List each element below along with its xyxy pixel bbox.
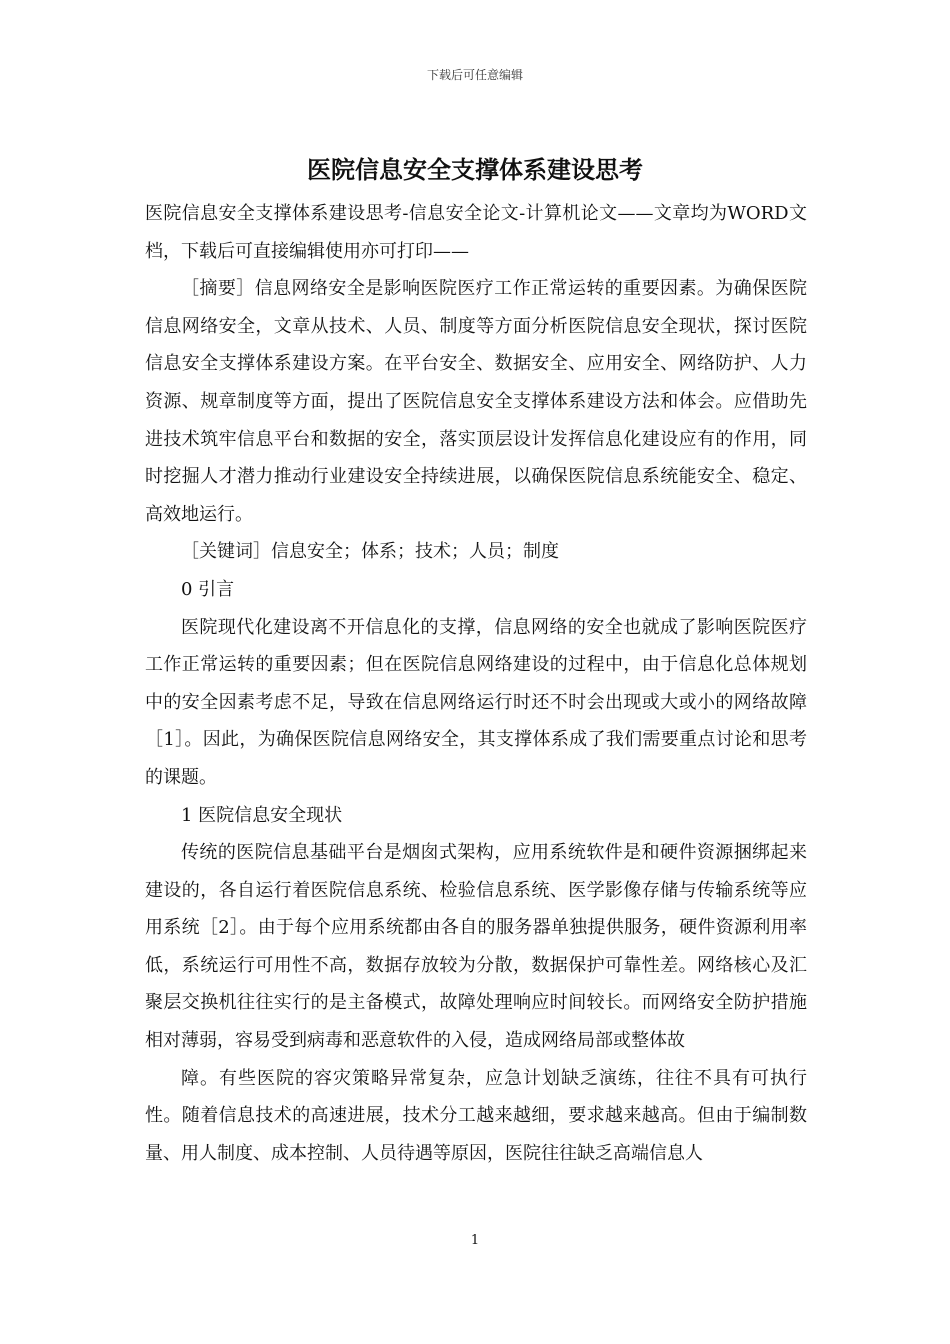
header-note: 下载后可任意编辑 (426, 68, 523, 82)
intro-paragraph: 医院信息安全支撑体系建设思考-信息安全论文-计算机论文——文章均为WORD文档，下载后可直接编辑使用亦可打印—— (145, 203, 807, 262)
status-paragraph-1: 传统的医院信息基础平台是烟囱式架构，应用系统软件是和硬件资源捆绑起来建设的，各自运行着医院信息系统、检验信息系统、医学影像存储与传输系统等应用系统［2］。由于每个应用系统都由各自的服务器单独提供服务，硬件资源利用率低，系统运行可用性不高，数据存放较为分散，数据保护可靠性差。网络核心及汇聚层交换机往往实行的是主备模式，故障处理响应时间较长。而网络安全防护措施相对薄弱，容易受到病毒和恶意软件的入侵，造成网络局部或整体故 (145, 842, 807, 1052)
document-title: 医院信息安全支撑体系建设思考 (307, 155, 643, 184)
section-heading-introduction: 0 引言 (181, 578, 235, 600)
document-body (145, 195, 807, 1172)
introduction-paragraph: 医院现代化建设离不开信息化的支撑，信息网络的安全也就成了影响医院医疗工作正常运转的重要因素；但在医院信息网络建设的过程中，由于信息化总体规划中的安全因素考虑不足，导致在信息网络运行时还不时会出现或大或小的网络故障［1］。因此，为确保医院信息网络安全，其支撑体系成了我们需要重点讨论和思考的课题。 (145, 616, 807, 788)
abstract-paragraph: ［摘要］信息网络安全是影响医院医疗工作正常运转的重要因素。为确保医院信息网络安全，文章从技术、人员、制度等方面分析医院信息安全现状，探讨医院信息安全支撑体系建设方案。在平台安全、数据安全、应用安全、网络防护、人力资源、规章制度等方面，提出了医院信息安全支撑体系建设方法和体会。应借助先进技术筑牢信息平台和数据的安全，落实顶层设计发挥信息化建设应有的作用，同时挖掘人才潜力推动行业建设安全持续进展，以确保医院信息系统能安全、稳定、高效地运行。 (145, 278, 807, 525)
section-heading-status: 1 医院信息安全现状 (181, 804, 343, 826)
status-paragraph-2: 障。有些医院的容灾策略异常复杂，应急计划缺乏演练，往往不具有可执行性。随着信息技术的高速进展，技术分工越来越细，要求越来越高。但由于编制数量、用人制度、成本控制、人员待遇等原因，医院往往缺乏高端信息人 (145, 1067, 807, 1164)
page-number: 1 (470, 1233, 480, 1248)
keywords-line: ［关键词］信息安全；体系；技术；人员；制度 (181, 541, 559, 563)
